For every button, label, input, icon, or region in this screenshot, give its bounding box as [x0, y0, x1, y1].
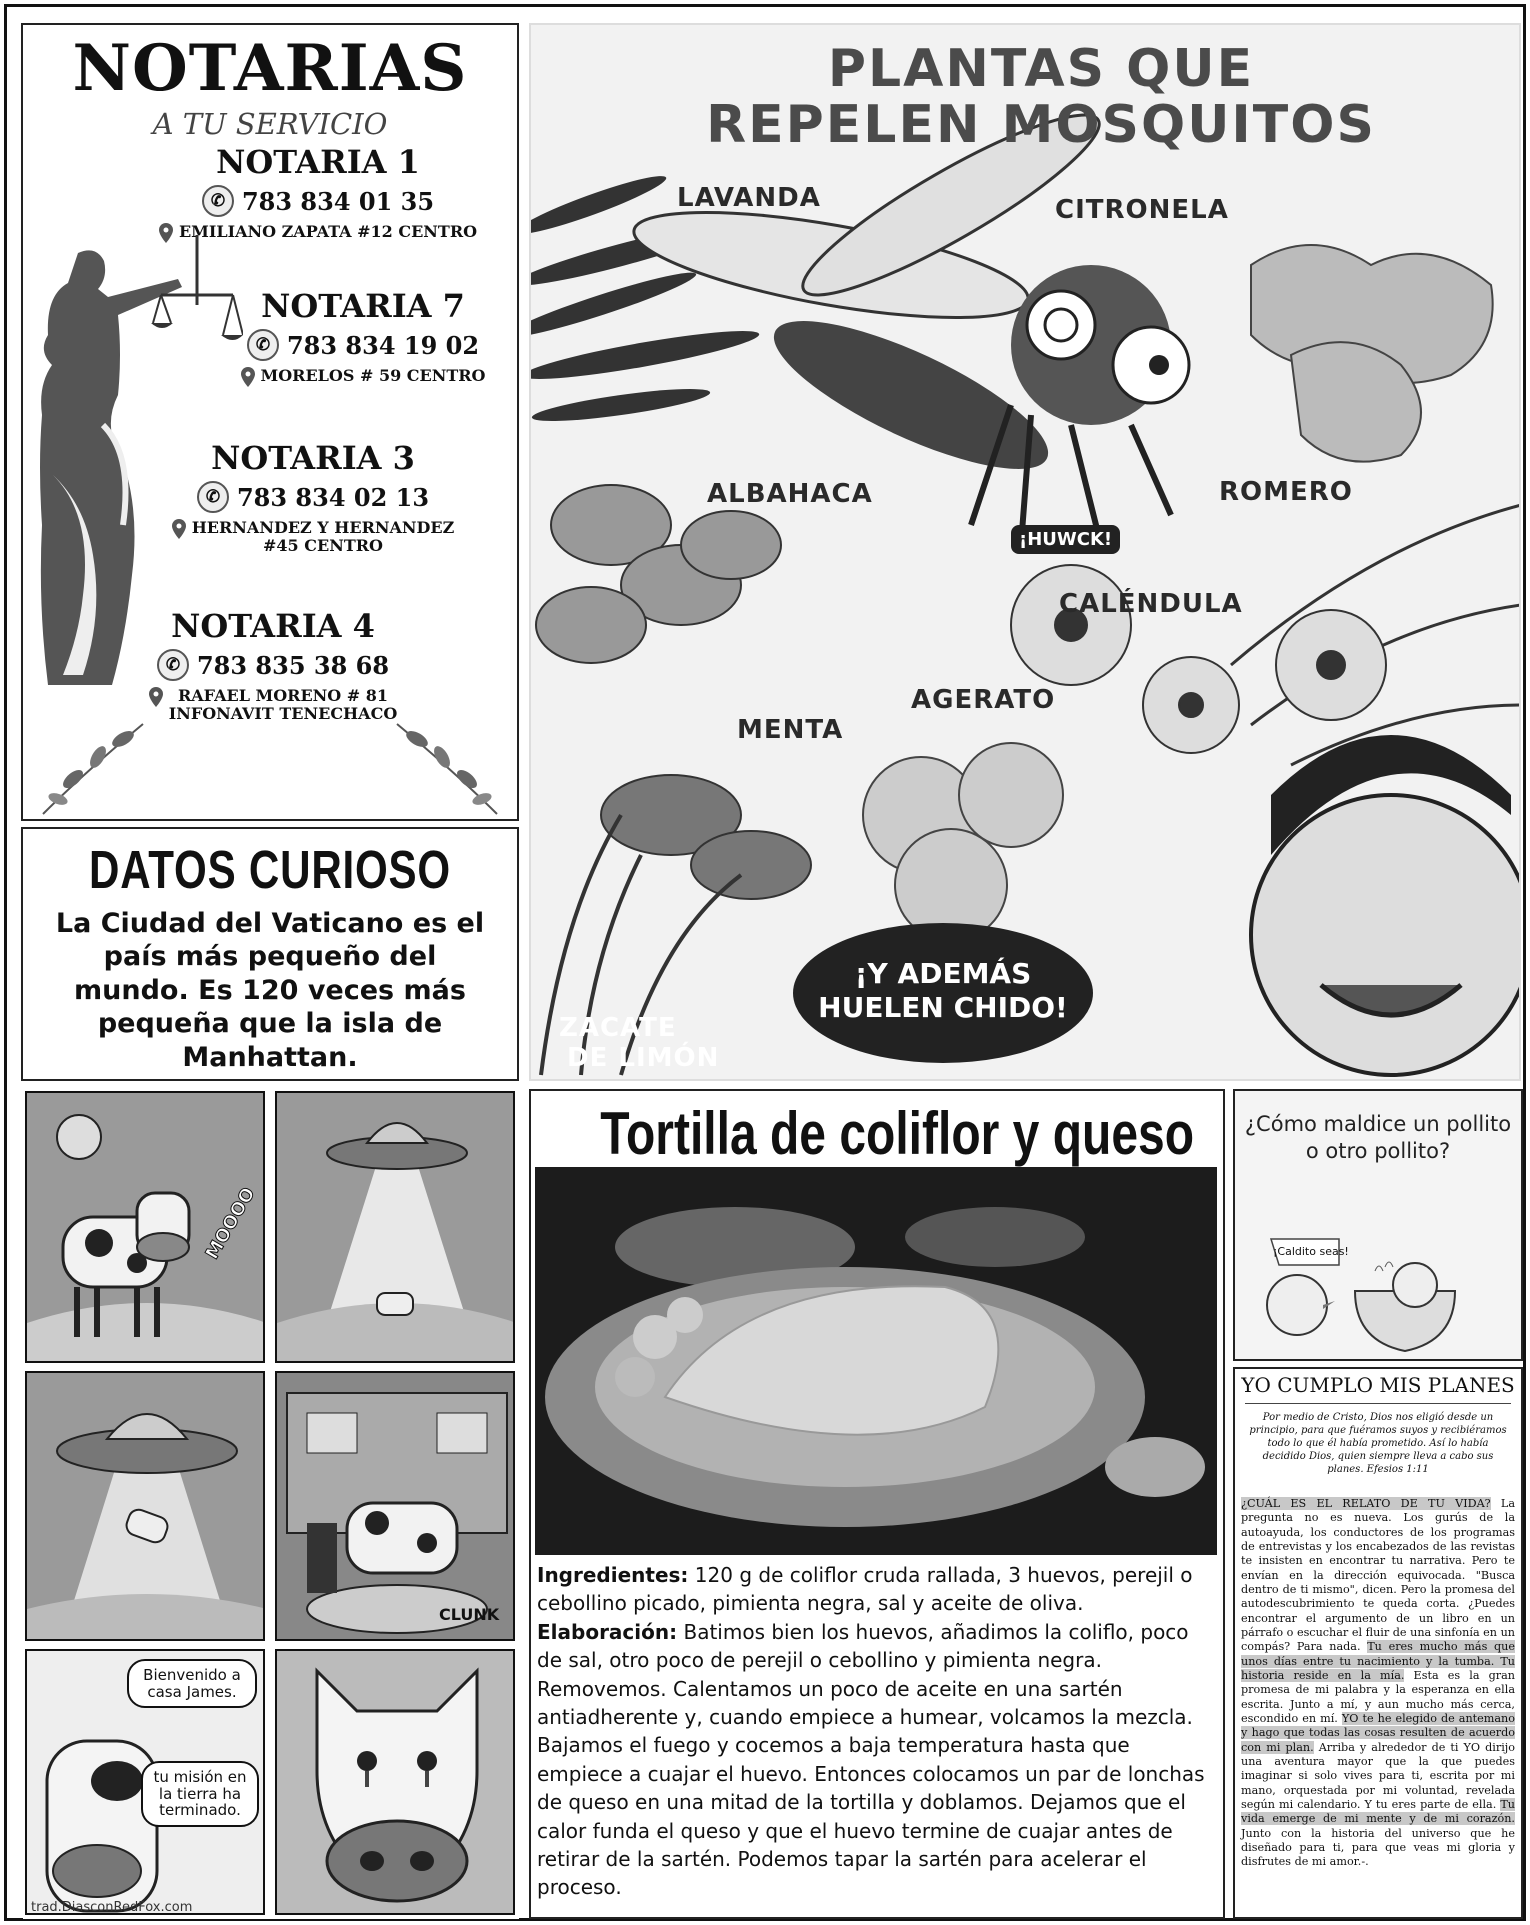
label-zacate-1: ZACATE [559, 1013, 677, 1043]
phone-icon: ✆ [202, 185, 234, 217]
notaria-address: EMILIANO ZAPATA #12 CENTRO [178, 222, 478, 241]
comic-panel-3 [25, 1371, 265, 1641]
tortilla-photo [535, 1167, 1217, 1555]
comic-panel-2 [275, 1091, 515, 1363]
location-pin-icon [172, 519, 186, 539]
comic-panel-5 [25, 1649, 265, 1915]
ingredients-paragraph [537, 1561, 1217, 1618]
cow-ufo-comic [23, 1089, 519, 1919]
speech-line-2: HUELEN CHIDO! [818, 991, 1068, 1024]
welcome-bubble: Bienvenido a casa James. [127, 1659, 257, 1708]
notaria-address: HERNANDEZ Y HERNANDEZ [191, 518, 455, 537]
label-romero: ROMERO [1219, 477, 1353, 507]
clunk-sound: CLUNK [439, 1605, 500, 1624]
chick-speech: ¡Caldito seas! [1273, 1245, 1349, 1258]
label-menta: MENTA [737, 715, 844, 745]
notaria-3 [153, 439, 473, 554]
devotional-box [1233, 1367, 1523, 1919]
plantas-illustration [529, 23, 1521, 1081]
label-citronela: CITRONELA [1055, 195, 1229, 225]
mission-bubble: tu misión en la tierra ha terminado. [141, 1761, 259, 1827]
phone-icon: ✆ [247, 329, 279, 361]
notaria-phone: 783 834 01 35 [241, 186, 435, 216]
preparation-paragraph [537, 1618, 1217, 1902]
mosquito-sound: ¡HUWCK! [1011, 525, 1120, 554]
tortilla-plate-illustration [535, 1167, 1217, 1555]
comic-panel-4 [275, 1371, 515, 1641]
datos-curioso-box [21, 827, 519, 1081]
joke-question-line-2: o otro pollito? [1305, 1139, 1451, 1164]
label-zacate-2: DE LIMÓN [567, 1043, 720, 1073]
notaria-address-2: INFONAVIT TENECHACO [168, 703, 398, 723]
comic-credit: trad.DiasconRedFox.com [31, 1900, 193, 1915]
ufo-abduction-illustration [27, 1373, 265, 1641]
recipe-box [529, 1089, 1225, 1919]
notaria-address: MORELOS # 59 CENTRO [260, 366, 486, 385]
joke-question-line-1: ¿Cómo maldice un pollito [1244, 1112, 1512, 1136]
devotional-title: YO CUMPLO MIS PLANES [1241, 1373, 1515, 1397]
text-2: Esta es la gran promesa de mi palabra y la esperanza en ella escrita. Junto a mí, y aun mucho más cerca, escondido en mí. [1241, 1668, 1515, 1725]
bible-verse: Por medio de Cristo, Dios nos eligió desde un principio, para que fuéramos suyos y recibiéramos todo lo que él había prometido. Así lo había decidido Dios, quien siempre lleva a cabo sus planes. Efesios 1:11 [1249, 1412, 1507, 1475]
cow-crying-illustration [277, 1651, 515, 1915]
text-1: La pregunta no es nueva. Los gurús de la autoayuda, los conductores de los programas de entrevistas y los encabezados de las revistas te insisten en encontrar tu narrativa. Pero te envían en la dirección equivocada. "Busca dentro de ti mismo", dicen. Pero la promesa del autodescubrimiento te queda corta. ¿Puedes encontrar el argumento de un libro en un párrafo o escuchar el fluir de una sinfonía en un compás? Para nada. [1241, 1497, 1516, 1654]
comic-panel-6 [275, 1649, 515, 1915]
title-divider [1245, 1403, 1511, 1404]
notaria-4 [113, 607, 433, 722]
label-agerato: AGERATO [911, 685, 1056, 715]
notarias-ad [21, 23, 519, 821]
highlight-1: ¿CUÁL ES EL RELATO DE TU VIDA? [1241, 1497, 1491, 1510]
phone-icon: ✆ [197, 481, 229, 513]
notaria-phone: 783 834 02 13 [236, 482, 430, 512]
leaves-decoration [387, 709, 507, 819]
location-pin-icon [241, 367, 255, 387]
highlight-3: YO te he elegido de antemano y hago que todas las cosas resulten de acuerdo con mi plan. [1241, 1711, 1515, 1754]
recipe-title: Tortilla de coliflor y queso [600, 1100, 1195, 1167]
moo-sound: MOOOO [201, 1183, 260, 1264]
preparation-text: Batimos bien los huevos, añadimos la coliflo, poco de sal, otro poco de perejil o cebollino y pimienta negra. Removemos. Calentamos un poco de aceite en una sartén antiadherente y, cuando empiece a humear, volcamos la mezcla. Bajamos el fuego y cocemos a baja temperatura hasta que empiece a cuajar el huevo. Entonces colocamos un par de lonchas de queso en una mitad de la tortilla y doblamos. Dejamos que el calor funda el queso y que el huevo termine de cuajar antes de retirar de la sartén. Podemos tapar la sartén para acelerar el proceso. [537, 1619, 1205, 1900]
phone-icon: ✆ [157, 649, 189, 681]
preparation-label: Elaboración: [537, 1619, 678, 1644]
notaria-address-2: #45 CENTRO [263, 535, 383, 555]
notaria-phone: 783 835 38 68 [196, 650, 390, 680]
ingredients-label: Ingredientes: [537, 1563, 689, 1587]
datos-text: La Ciudad del Vaticano es el país más pequeño del mundo. Es 120 veces más pequeña que la isla de Manhattan. [55, 908, 485, 1073]
location-pin-icon [159, 223, 173, 243]
highlight-2: Tu eres mucho más que unos días entre tu nacimiento y la tumba. Tu historia reside en la mía. [1241, 1640, 1515, 1682]
notaria-name: NOTARIA 1 [216, 143, 420, 181]
notaria-7 [213, 287, 513, 387]
recipe-body [537, 1561, 1217, 1902]
ufo-beam-illustration [277, 1093, 515, 1363]
highlight-4: Tu vida emerge de mi mente y de mi corazón. [1241, 1797, 1515, 1826]
notaria-name: NOTARIA 4 [171, 607, 375, 645]
label-albahaca: ALBAHACA [707, 479, 873, 509]
chicks-illustration [1235, 1091, 1523, 1361]
label-calendula: CALÉNDULA [1059, 589, 1243, 619]
notaria-name: NOTARIA 7 [261, 287, 465, 325]
notaria-address: RAFAEL MORENO # 81 [177, 686, 389, 705]
notarias-title: NOTARIAS [72, 31, 468, 106]
text-4: Junto con la historia del universo que he diseñado para ti, para que veas mi gloria y disfrutes de mi amor.-. [1241, 1826, 1515, 1869]
notaria-name: NOTARIA 3 [211, 439, 415, 477]
location-pin-icon [149, 687, 163, 707]
speech-line-1: ¡Y ADEMÁS [854, 957, 1032, 990]
ufo-interior-illustration [277, 1373, 515, 1641]
notarias-subtitle: A TU SERVICIO [152, 107, 388, 141]
plantas-title-1: PLANTAS QUE [827, 39, 1255, 99]
notaria-phone: 783 834 19 02 [286, 330, 480, 360]
datos-title: DATOS CURIOSO [89, 840, 451, 900]
ingredients-text: 120 g de coliflor cruda rallada, 3 huevos, perejil o cebollino picado, pimienta negra, sal y aceite de oliva. [537, 1563, 1193, 1616]
leaves-decoration [33, 709, 153, 819]
devotional-text [1241, 1497, 1515, 1870]
text-3: Arriba y alrededor de ti YO dirijo una aventura mayor que la que puedes imaginar si solo vives para ti, escrita por mi mano, orquestada por mi voluntad, revelada según mi calendario. Y tu eres parte de ella. [1241, 1740, 1515, 1811]
notaria-1 [133, 143, 503, 243]
comic-panel-1 [25, 1091, 265, 1363]
newspaper-page [4, 4, 1526, 1921]
pollito-joke-box [1233, 1089, 1523, 1361]
plantas-title-2: REPELEN MOSQUITOS [706, 95, 1376, 155]
label-lavanda: LAVANDA [677, 183, 821, 213]
